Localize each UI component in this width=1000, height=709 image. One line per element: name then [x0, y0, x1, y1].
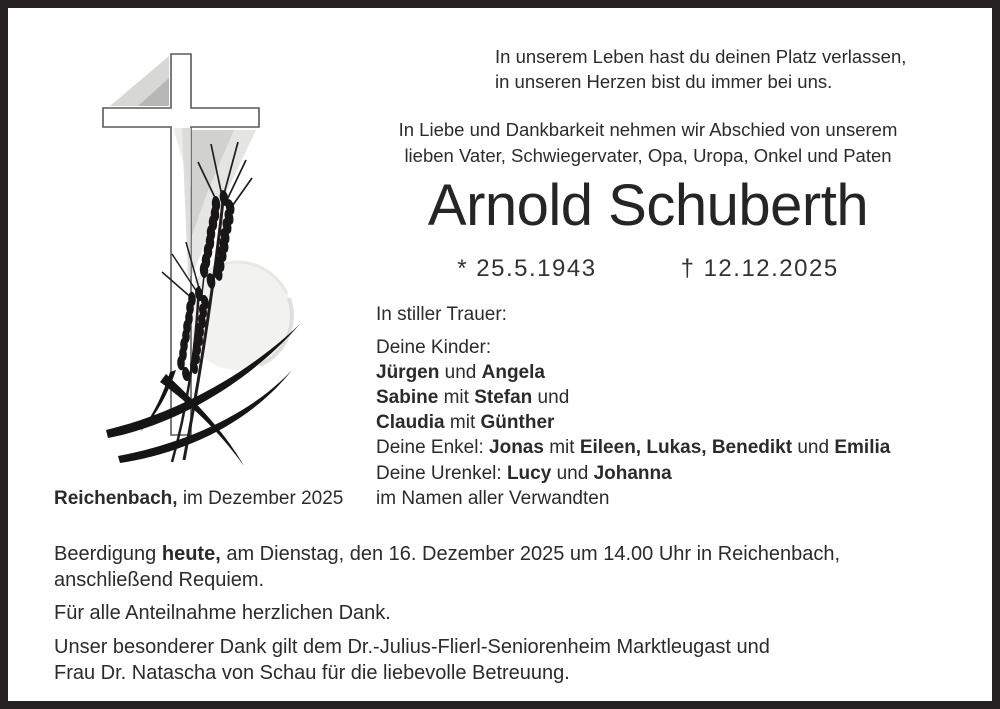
mourning-heading: In stiller Trauer: — [376, 304, 507, 325]
deceased-name: Arnold Schuberth — [427, 173, 869, 238]
cross-wheat-illustration — [48, 26, 348, 466]
mourning-section — [376, 302, 890, 511]
epigraph: In unserem Leben hast du deinen Platz verlassen, in unseren Herzen bist du immer bei uns. — [495, 46, 907, 92]
death-date: † 12.12.2025 — [680, 255, 839, 282]
thanks-note: Für alle Anteilnahme herzlichen Dank. — [54, 602, 391, 625]
funeral-info: Beerdigung heute, am Dienstag, den 16. Dezember 2025 um 14.00 Uhr in Reichenbach, anschließend Requiem. — [54, 543, 841, 592]
announcements — [54, 541, 974, 686]
birth-date: * 25.5.1943 — [457, 255, 597, 282]
special-thanks: Unser besonderer Dank gilt dem Dr.-Julius-Flierl-Seniorenheim Marktleugast und Frau Dr. Natascha von Schau für die liebevolle Betreuung. — [54, 635, 770, 684]
place-date: Reichenbach, im Dezember 2025 — [54, 488, 344, 509]
life-dates — [358, 255, 938, 283]
intro-text: In Liebe und Dankbarkeit nehmen wir Abschied von unserem lieben Vater, Schwiegervater, Opa, Uropa, Onkel und Paten — [398, 119, 898, 166]
mourning-list: Deine Kinder: Jürgen und Angela Sabine mit Stefan und Claudia mit Günther Deine Enkel: Jonas mit Eileen, Lukas, Benedikt und Emilia Deine Urenkel: Lucy und Johanna im Namen aller Verwandten — [376, 337, 891, 509]
